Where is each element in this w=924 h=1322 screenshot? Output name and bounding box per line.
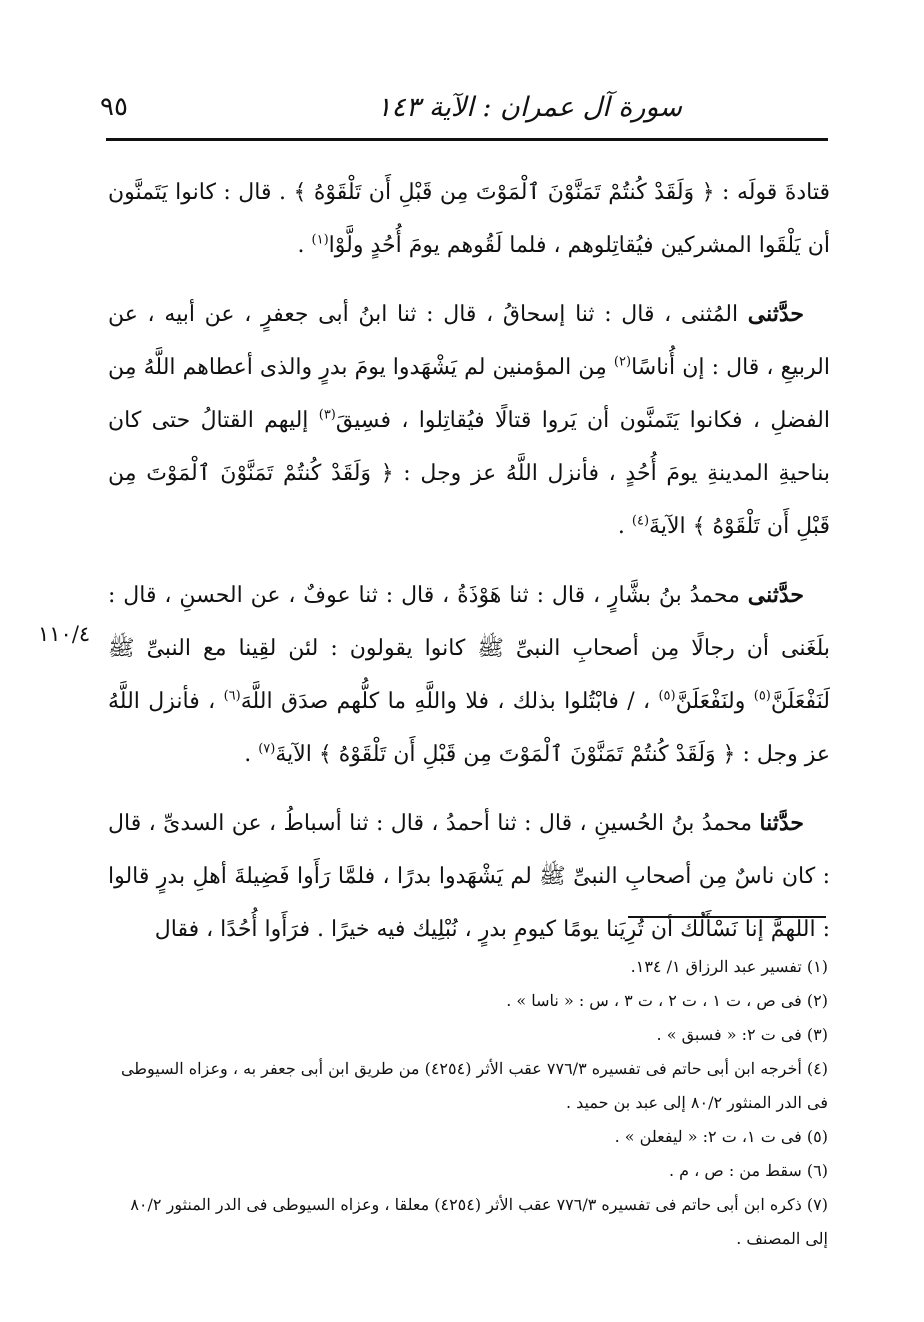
footnotes xyxy=(106,950,828,1256)
footnote-ref: (٥) xyxy=(753,688,771,704)
footnote-item: (٦) سقط من : ص ، م . xyxy=(668,1161,828,1180)
isnad-lead: حدَّثنى xyxy=(747,582,804,608)
footnote-ref: (٦) xyxy=(223,688,241,704)
paragraph-text: محمدُ بنُ بشَّارٍ ، قال : ثنا هَوْذَةُ ، قال : ثنا عوفٌ ، عن الحسنِ ، قال : بلَغَنى أن رجالًا مِن أصحابِ النبىِّ ﷺ كانوا يقولون : لئن لقِينا مع النبىِّ ﷺ لَنَفْعَلَنَّ xyxy=(108,583,830,714)
paragraph-text: . xyxy=(617,514,632,539)
footnote-ref: (٢) xyxy=(613,354,632,370)
footnote-item: (٧) ذكره ابن أبى حاتم فى تفسيره ٧٧٦/٣ عقب الأثر (٤٢٥٤) معلقا ، وعزاه السيوطى فى الدر المنثور ٨٠/٢ إلى المصنف . xyxy=(130,1195,828,1248)
footnote-item: (١) تفسير عبد الرزاق ١/ ١٣٤. xyxy=(630,957,828,976)
paragraph-text: المُثنى ، قال : ثنا إسحاقُ ، قال : ثنا ابنُ أبى جعفرٍ ، عن أبيه ، عن الربيعِ ، قال : إن أُناسًا xyxy=(108,302,830,380)
paragraph-text: ، / فابْتُلوا بذلك ، فلا واللَّهِ ما كلُّهم صدَق اللَّهَ xyxy=(240,689,659,714)
paragraph-text: إليهم القتالُ حتى كان بناحيةِ المدينةِ يومَ أُحُدٍ ، فأنزل اللَّهُ عز وجل : ﴿ وَلَقَدْ كُنتُمْ تَمَنَّوْنَ ٱلْمَوْتَ مِن قَبْلِ أَن تَلْقَوْهُ ﴾ الآيةَ xyxy=(108,408,830,539)
footnote-ref: (١) xyxy=(311,232,329,248)
footnote-ref: (٥) xyxy=(658,688,676,704)
paragraph-text: ولنَفْعَلَنَّ xyxy=(675,689,754,714)
paragraph xyxy=(108,288,830,553)
paragraph-text: . xyxy=(244,742,259,767)
footnote-ref: (٣) xyxy=(318,407,336,423)
paragraph xyxy=(108,166,830,272)
paragraph-text: مِن المؤمنين لم يَشْهَدوا يومَ بدرٍ والذى أعطاهم اللَّهُ مِن الفضلِ ، فكانوا يَتَمنَّون أن يَروا قتالًا فيُقاتِلوا ، فسِيقَ xyxy=(108,355,830,433)
isnad-lead: حدَّثنى xyxy=(747,301,804,327)
footnote-item: (٢) فى ص ، ت ١ ، ت ٢ ، ت ٣ ، س : « ناسا » . xyxy=(506,991,828,1010)
header-rule xyxy=(106,138,828,141)
paragraph xyxy=(108,797,830,956)
footnote-ref: (٤) xyxy=(631,513,650,529)
footnote-item: (٤) أخرجه ابن أبى حاتم فى تفسيره ٧٧٦/٣ عقب الأثر (٤٢٥٤) من طريق ابن أبى جعفر به ، وعزاه السيوطى فى الدر المنثور ٨٠/٢ إلى عبد بن حميد . xyxy=(120,1059,828,1112)
page-number: ٩٥ xyxy=(100,92,128,122)
footnote-ref: (٧) xyxy=(258,741,276,757)
footnote-item: (٥) فى ت ١، ت ٢: « ليفعلن » . xyxy=(614,1127,828,1146)
paragraph xyxy=(108,569,830,781)
paragraph-text: قتادةَ قولَه : ﴿ وَلَقَدْ كُنتُمْ تَمَنَّوْنَ ٱلْمَوْتَ مِن قَبْلِ أَن تَلْقَوْهُ ﴾ . قال : كانوا يَتَمنَّون أن يَلْقَوا المشركين فيُقاتِلوهم ، فلما لَقُوهم يومَ أُحُدٍ ولَّوْا xyxy=(108,180,830,258)
running-header xyxy=(100,86,832,132)
header-title: سورة آل عمران : الآية ١٤٣ xyxy=(376,92,682,123)
paragraph-text: محمدُ بنُ الحُسينِ ، قال : ثنا أحمدُ ، قال : ثنا أسباطُ ، عن السدىِّ ، قال : كان ناسٌ مِن أصحابِ النبىِّ ﷺ لم يَشْهَدوا بدرًا ، فلمَّا رَأَوا فَضِيلةَ أهلِ بدرٍ قالوا : اللهمَّ إنا نَسْأَلُك أن تُرِيَنا يومًا كيومِ بدرٍ ، نُبْلِيك فيه خيرًا . فرَأَوا أُحُدًا ، فقال xyxy=(108,811,830,942)
main-text xyxy=(108,166,830,956)
footnote-item: (٣) فى ت ٢: « فسبق » . xyxy=(656,1025,828,1044)
isnad-lead: حدَّثنا xyxy=(759,810,804,836)
margin-reference: ١١٠/٤ xyxy=(38,622,91,646)
paragraph-text: ، فأنزل اللَّهُ عز وجل : ﴿ وَلَقَدْ كُنتُمْ تَمَنَّوْنَ ٱلْمَوْتَ مِن قَبْلِ أَن تَلْقَوْهُ ﴾ الآيةَ xyxy=(108,689,830,767)
footnote-rule xyxy=(628,916,826,918)
paragraph-text: . xyxy=(297,233,312,258)
